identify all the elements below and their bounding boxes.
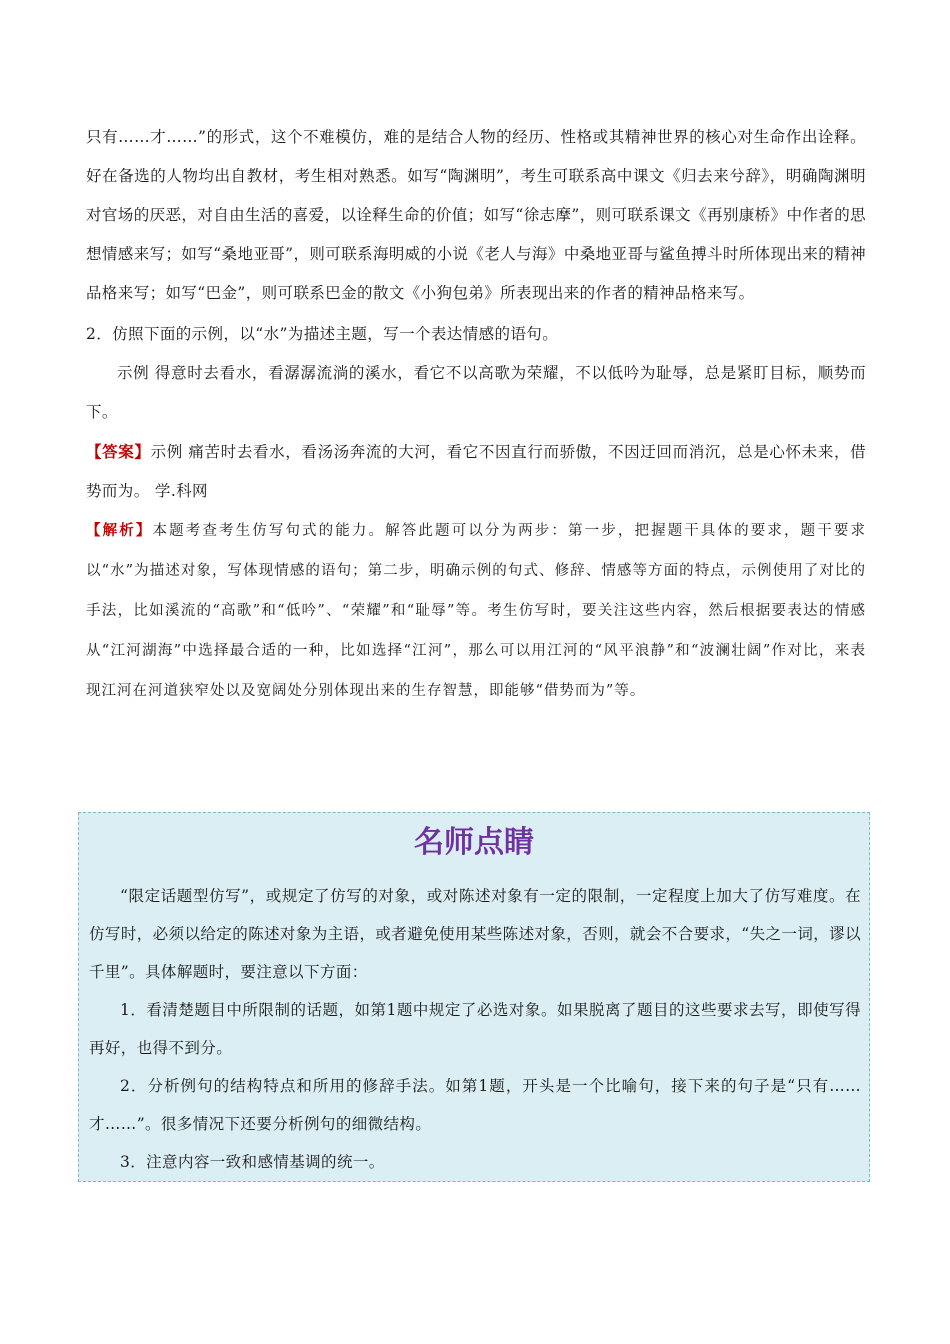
analysis-paragraph (86, 511, 866, 711)
tips-item-2: 2．分析例句的结构特点和所用的修辞手法。如第1题，开头是一个比喻句，接下来的句子是“只有……才……”。很多情况下还要分析例句的细微结构。 (89, 1077, 861, 1133)
question-2-example: 示例 得意时去看水，看潺潺流淌的溪水，看它不以高歌为荣耀，不以低吟为耻辱，总是紧盯目标，顺势而下。 (86, 364, 866, 421)
analysis-tag: 【解析】 (86, 522, 153, 539)
answer-text: 示例 痛苦时去看水，看汤汤奔流的大河，看它不因直行而骄傲，不因迂回而消沉，总是心怀未来，借势而为。 学.科网 (86, 443, 866, 500)
tips-box (78, 812, 870, 1182)
tips-item-3: 3．注意内容一致和感情基调的统一。 (120, 1153, 385, 1171)
question-2-stem: 2．仿照下面的示例，以“水”为描述主题，写一个表达情感的语句。 (86, 325, 559, 343)
tips-body (89, 877, 861, 1181)
tips-item-1: 1．看清楚题目中所限制的话题，如第1题中规定了必选对象。如果脱离了题目的这些要求去写，即使写得再好，也得不到分。 (89, 1001, 861, 1057)
tips-title: 名师点睛 (414, 825, 534, 860)
analysis-continuation: 只有……才……”的形式，这个不难模仿，难的是结合人物的经历、性格或其精神世界的核心对生命作出诠释。好在备选的人物均出自教材，考生相对熟悉。如写“陶渊明”，考生可联系高中课文《归去来兮辞》，明确陶渊明对官场的厌恶，对自由生活的喜爱，以诠释生命的价值；如写“徐志摩”，则可联系课文《再别康桥》中作者的思想情感来写；如写“桑地亚哥”，则可联系海明威的小说《老人与海》中桑地亚哥与鲨鱼搏斗时所体现出来的精神品格来写；如写“巴金”，则可联系巴金的散文《小狗包弟》所表现出来的作者的精神品格来写。 (86, 128, 866, 302)
answer-tag: 【答案】 (86, 442, 151, 461)
answer-paragraph (86, 432, 866, 511)
document-page (86, 118, 866, 711)
tips-intro: “限定话题型仿写”，或规定了仿写的对象，或对陈述对象有一定的限制，一定程度上加大了仿写难度。在仿写时，必须以给定的陈述对象为主语，或者避免使用某些陈述对象，否则，就会不合要求，“失之一词，谬以千里”。具体解题时，要注意以下方面： (89, 887, 861, 981)
analysis-text: 本题考查考生仿写句式的能力。解答此题可以分为两步：第一步，把握题干具体的要求，题干要求以“水”为描述对象，写体现情感的语句；第二步，明确示例的句式、修辞、情感等方面的特点，示例使用了对比的手法，比如溪流的“高歌”和“低吟”、“荣耀”和“耻辱”等。考生仿写时，要关注这些内容，然后根据要表达的情感从“江河湖海”中选择最合适的一种，比如选择“江河”，那么可以用江河的“风平浪静”和“波澜壮阔”作对比，来表现江河在河道狭窄处以及宽阔处分别体现出来的生存智慧，即能够“借势而为”等。 (86, 523, 867, 699)
